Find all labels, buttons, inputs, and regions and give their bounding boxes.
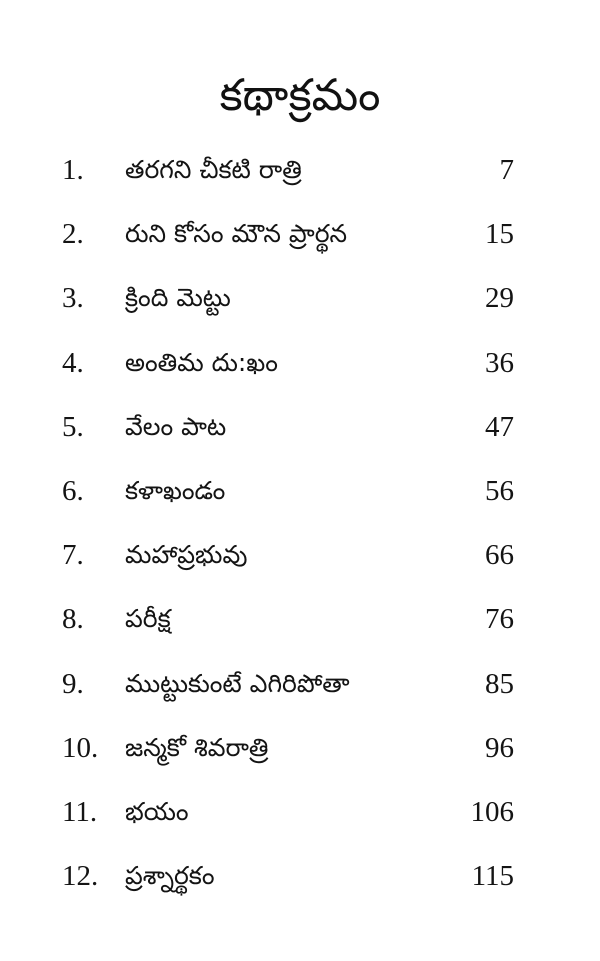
entry-page-number: 106	[470, 795, 514, 828]
entry-number: 5.	[62, 410, 84, 443]
entry-number: 9.	[62, 667, 84, 700]
entry-page-number: 15	[485, 218, 514, 251]
entry-title: పరీక్ష	[125, 604, 171, 634]
toc-entry	[0, 266, 600, 330]
toc-entry	[0, 716, 600, 780]
entry-number: 3.	[62, 282, 84, 315]
entry-title: రుని కోసం మౌన ప్రార్థన	[125, 219, 348, 249]
entry-page-number: 56	[485, 474, 514, 507]
toc-entry	[0, 523, 600, 587]
entry-title: వేలం పాట	[125, 411, 227, 441]
entry-number: 2.	[62, 218, 84, 251]
toc-entry	[0, 459, 600, 523]
entry-page-number: 29	[485, 282, 514, 315]
toc-entry	[0, 395, 600, 459]
entry-title: జన్మకో శివరాత్రి	[125, 732, 269, 762]
toc-entry	[0, 844, 600, 908]
entry-number: 11.	[62, 795, 98, 828]
entry-page-number: 85	[485, 667, 514, 700]
entry-title: కళాఖండం	[125, 475, 226, 505]
entry-title: ముట్టుకుంటే ఎగిరిపోతా	[125, 668, 350, 698]
table-of-contents	[0, 138, 600, 908]
toc-entry	[0, 202, 600, 266]
toc-entry	[0, 652, 600, 716]
entry-page-number: 115	[471, 860, 514, 893]
entry-title: అంతిమ దు:ఖం	[125, 347, 278, 377]
entry-number: 8.	[62, 603, 84, 636]
entry-number: 1.	[62, 154, 84, 186]
entry-number: 6.	[62, 474, 84, 507]
entry-title: భయం	[125, 796, 189, 826]
entry-page-number: 66	[485, 539, 514, 572]
entry-title: తరగని చీకటి రాత్రి	[125, 155, 302, 184]
toc-entry	[0, 331, 600, 395]
toc-entry	[0, 138, 600, 202]
toc-entry	[0, 587, 600, 651]
page-title: కథాక్రమం	[219, 70, 381, 121]
entry-page-number: 7	[499, 154, 514, 186]
entry-page-number: 47	[485, 410, 514, 443]
entry-title: ప్రశ్నార్థకం	[125, 861, 215, 891]
entry-page-number: 36	[485, 346, 514, 379]
entry-number: 10.	[62, 731, 99, 764]
entry-number: 4.	[62, 346, 84, 379]
entry-title: క్రింది మెట్టు	[125, 283, 231, 313]
entry-page-number: 96	[485, 731, 514, 764]
entry-number: 7.	[62, 539, 84, 572]
entry-number: 12.	[62, 860, 99, 893]
toc-entry	[0, 780, 600, 844]
entry-page-number: 76	[485, 603, 514, 636]
entry-title: మహాప్రభువు	[125, 540, 248, 570]
